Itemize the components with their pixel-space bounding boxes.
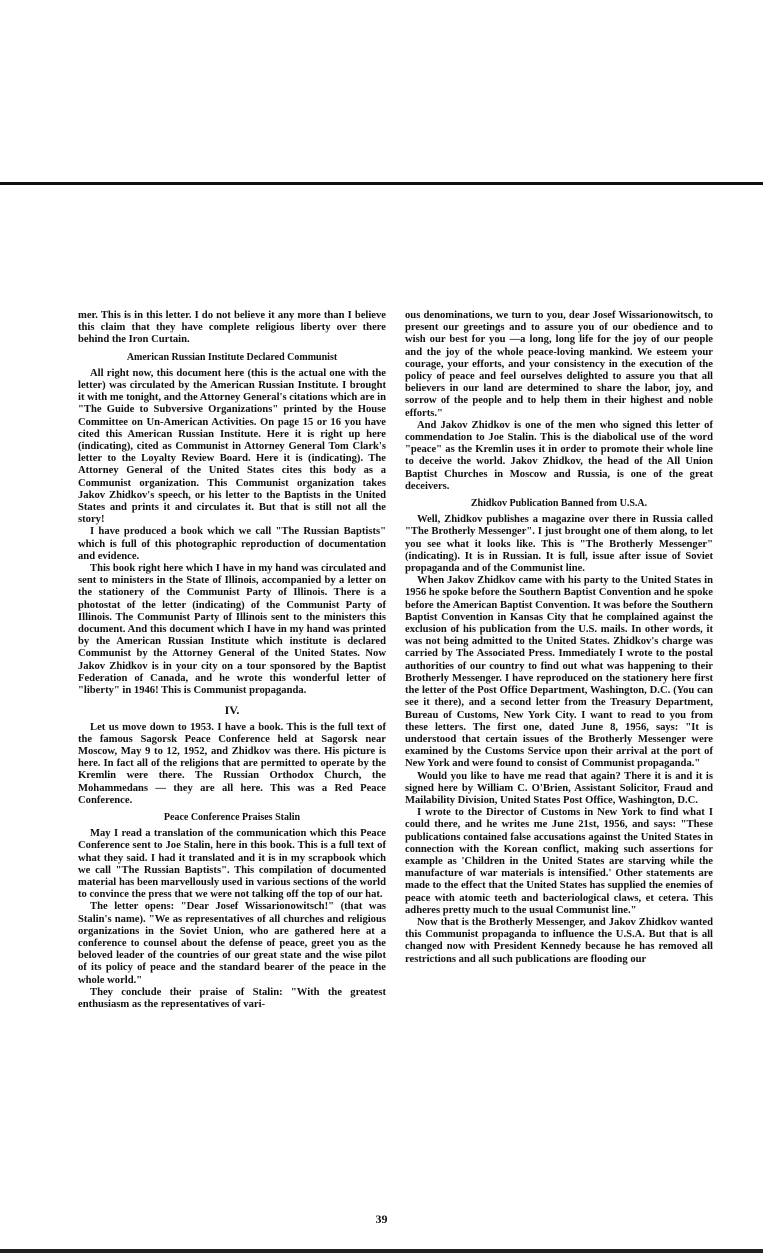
paragraph: Let us move down to 1953. I have a book. This is the full text of the famous Sagorsk Peace Conference held at Sagorsk near Moscow, May 9 to 12, 1952, and Zhidkov was there. His picture is here. In fact all of the religions that are permitted to operate by the Kremlin were there. The Russian Orthodox Church, the Mohammedans — they are all here. This was a Red Peace Conference. (78, 721, 386, 806)
paragraph: I wrote to the Director of Customs in New York to find what I could there, and he writes me June 21st, 1956, and says: "These publications contained false accusations against the United States in connection with the Korean conflict, making such assertions for example as 'Children in the United States are starving while the manufacture of war materials is intensified.' Other statements are made to the effect that the United States has supplied the enemies of peace with atomic teeth and bacteriological claws, et cetera. This adheres pretty much to the usual Communist line." (405, 807, 713, 916)
right-column (405, 310, 713, 966)
page-number: 39 (375, 1212, 388, 1226)
left-column (78, 310, 386, 1011)
paragraph: Well, Zhidkov publishes a magazine over there in Russia called "The Brotherly Messenger". I just brought one of them along, to let you see what it looks like. This is "The Brotherly Messenger" (indicating). It is in Russian. It is full, issue after issue of Soviet propaganda and of the Communist line. (405, 514, 713, 575)
section-heading: American Russian Institute Declared Communist (126, 351, 338, 363)
bottom-rule (0, 1249, 763, 1253)
paragraph: May I read a translation of the communication which this Peace Conference sent to Joe Stalin, here in this book. This is a full text of what they said. I had it translated and it is in my scrapbook which we call "The Russian Baptists". This compilation of documented material has been marvellously used in various sections of the world to convince the press that we were not talking off the top of our hat. (78, 828, 386, 901)
paragraph: When Jakov Zhidkov came with his party to the United States in 1956 he spoke before the Southern Baptist Convention and he spoke before the American Baptist Convention. It was before the Southern Baptist Convention in Kansas City that he complained against the exclusion of his publication from the U.S. mails. In other words, it was not being admitted to the United States. Zhidkov's charge was carried by The Associated Press. Immediately I wrote to the postal authorities of our country to find out what was happening to their Brotherly Messenger. I have reproduced on the stationery here first the letter of the Post Office Department, Washington, D.C. (You can see it there), and a second letter from the Treasury Department, Bureau of Customs, New York City. I want to read to you from these letters. The first one, dated June 8, 1956, says: "It is understood that certain issues of the Brotherly Messenger were examined by the Customs Service upon their arrival at the port of New York and were found to consist of Communist propaganda." (405, 575, 713, 770)
paragraph: The letter opens: "Dear Josef Wissarionowitsch!" (that was Stalin's name). "We as representatives of all churches and religious organizations in the Soviet Union, who are gathered here at a conference to counsel about the defense of peace, greet you as the beloved leader of the countries of our great state and the wise pilot of its policy of peace and the standard bearer of the peace in the whole world." (78, 901, 386, 986)
paragraph: ous denominations, we turn to you, dear Josef Wissarionowitsch, to present our greetings and to assure you of our obedience and to wish our best for you —a long, long life for the joy of our people and the joy of the whole peace-loving mankind. We esteem your courage, your efforts, and your consistency in the execution of the policy of peace and feel ourselves delighted to assure you that all believers in our land are determined to share the labor, joy, and sorrow of the people and to help them in their highest and noble efforts." (405, 310, 713, 419)
paragraph: This book right here which I have in my hand was circulated and sent to ministers in the State of Illinois, accompanied by a letter on the stationery of the Communist Party of Illinois. There is a photostat of the letter (indicating) of the Communist Party of Illinois. The Communist Party of Illinois sent to the ministers this document. And this document which I have in my hand was printed by the American Russian Institute which institute is declared Communist by the Attorney General of the United States. Now Jakov Zhidkov is in your city on a tour sponsored by the Baptist Federation of Canada, and he wrote this wonderful letter of "liberty" in 1946! This is Communist propaganda. (78, 563, 386, 697)
section-heading: Zhidkov Publication Banned from U.S.A. (470, 498, 648, 510)
paragraph: mer. This is in this letter. I do not believe it any more than I believe this claim that they have complete religious liberty over there behind the Iron Curtain. (78, 310, 386, 346)
top-rule (0, 182, 763, 185)
section-heading: Peace Conference Praises Stalin (163, 811, 301, 823)
section-heading: IV. (224, 703, 240, 718)
paragraph: All right now, this document here (this is the actual one with the letter) was circulated by the American Russian Institute. I brought it with me tonight, and the Attorney General's citations which are in "The Guide to Subversive Organizations" printed by the House Committee on Un-American Activities. On page 15 or 16 you have cited this American Russian Institute. Here it is right up here (indicating), cited as Communist in Attorney General Tom Clark's letter to the Loyalty Review Board. Here it is (indicating). The Attorney General of the United States cites this body as a Communist organization. This Communist organization takes Jakov Zhidkov's speech, or his letter to the Baptists in the United States and prints it and circulates it. But that is still not all the story! (78, 367, 386, 526)
paragraph: I have produced a book which we call "The Russian Baptists" which is full of this photographic reproduction of documentation and evidence. (78, 526, 386, 562)
paragraph: And Jakov Zhidkov is one of the men who signed this letter of commendation to Joe Stalin. This is the diabolical use of the word "peace" as the Kremlin uses it in order to promote their whole line to deceive the world. Jakov Zhidkov, the head of the All Union Baptist Churches in Moscow and Russia, is one of the great deceivers. (405, 419, 713, 492)
paragraph: They conclude their praise of Stalin: "With the greatest enthusiasm as the representatives of vari- (78, 986, 386, 1010)
paragraph: Would you like to have me read that again? There it is and it is signed here by William C. O'Brien, Assistant Solicitor, Fraud and Mailability Division, United States Post Office, Washington, D.C. (405, 770, 713, 806)
paragraph: Now that is the Brotherly Messenger, and Jakov Zhidkov wanted this Communist propaganda to influence the U.S.A. But that is all changed now with President Kennedy because he has removed all restrictions and all such publications are flooding our (405, 916, 713, 965)
